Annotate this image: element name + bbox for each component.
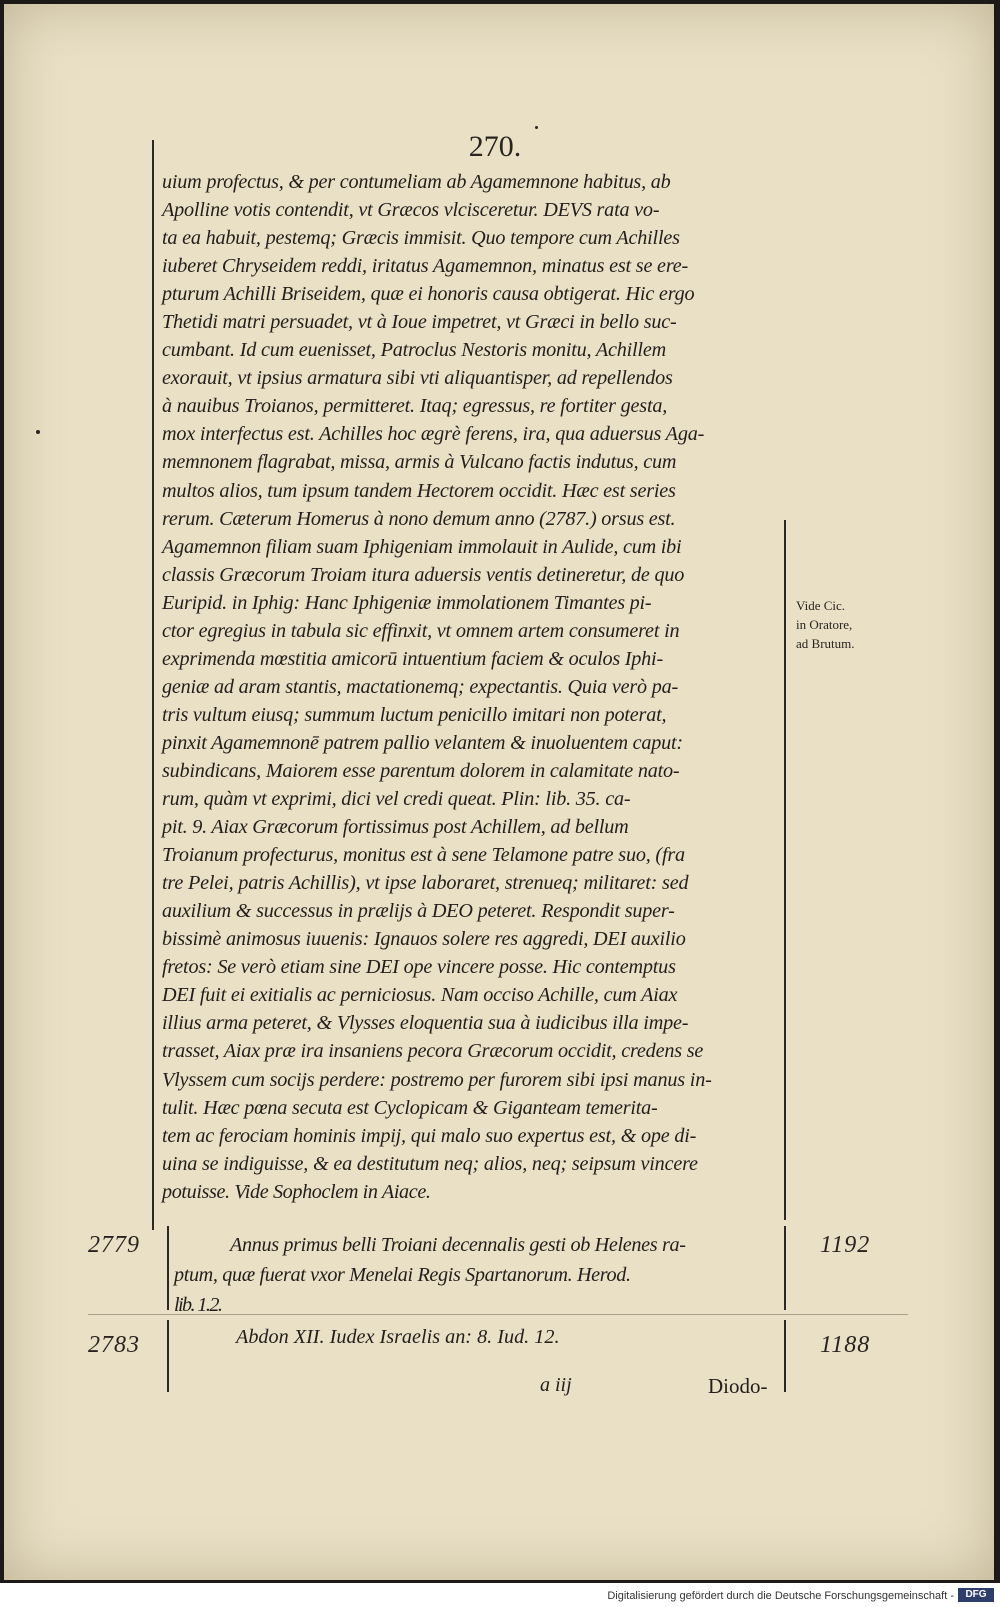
ink-mark (36, 430, 40, 434)
text-line: Agamemnon filiam suam Iphigeniam immolauit in Aulide, cum ibi (162, 535, 682, 558)
year-right-entry-1: 1192 (820, 1232, 871, 1258)
text-line: uium profectus, & per contumeliam ab Agamemnone habitus, ab (162, 171, 671, 193)
text-line: pinxit Agamemnonē patrem pallio velantem & inuoluentem caput: (162, 731, 683, 754)
text-line: Apolline votis contendit, vt Græcos vlcisceretur. DEVS rata vo- (162, 199, 660, 222)
text-line: auxilium & successus in prælijs à DEO peteret. Respondit super- (162, 900, 675, 923)
text-line: classis Græcorum Troiam itura aduersis ventis detineretur, de quo (162, 563, 685, 586)
entry-line: lib. 1.2. (174, 1294, 222, 1316)
text-line: iuberet Chryseidem reddi, iritatus Agamemnon, minatus est se ere- (162, 255, 689, 278)
margin-note-line: Vide Cic. (796, 598, 846, 613)
main-text-block (162, 168, 787, 1206)
text-line: Troianum profecturus, monitus est à sene Telamone patre suo, (fra (162, 844, 685, 867)
funding-credit: Digitalisierung gefördert durch die Deutsche Forschungsgemeinschaft - (607, 1590, 954, 1602)
text-line: rum, quàm vt exprimi, dici vel credi queat. Plin: lib. 35. ca- (162, 788, 631, 811)
text-line: ta ea habuit, pestemq; Græcis immisit. Quo tempore cum Achilles (162, 227, 680, 250)
text-line: cumbant. Id cum euenisset, Patroclus Nestoris monitu, Achillem (162, 339, 666, 362)
text-line: geniæ ad aram stantis, mactationemq; expectantis. Quia verò pa- (162, 675, 679, 698)
chronology-entry-1 (174, 1230, 794, 1320)
year-left-entry-1: 2779 (88, 1232, 140, 1258)
text-line: exprimenda mœstitia amicorū intuentium faciem & oculos Iphi- (162, 647, 663, 670)
catchword: Diodo- (708, 1374, 768, 1398)
text-line: tre Pelei, patris Achillis), vt ipse laboraret, strenueq; militaret: sed (162, 872, 689, 895)
text-line: Vlyssem cum socijs perdere: postremo per furorem sibi ipsi manus in- (162, 1068, 712, 1091)
margin-note (796, 596, 888, 653)
year-left-entry-2: 2783 (88, 1332, 140, 1358)
text-line: rerum. Cæterum Homerus à nono demum anno (2787.) orsus est. (162, 507, 676, 530)
text-line: potuisse. Vide Sophoclem in Aiace. (162, 1180, 431, 1203)
text-line: pit. 9. Aiax Græcorum fortissimus post Achillem, ad bellum (162, 816, 629, 839)
entry-line: ptum, quæ fuerat vxor Menelai Regis Spartanorum. Herod. (174, 1264, 631, 1286)
text-line: bissimè animosus iuuenis: Ignauos solere res aggredi, DEI auxilio (162, 928, 686, 951)
entry-right-rule-2 (784, 1320, 786, 1392)
text-line: subindicans, Maiorem esse parentum dolorem in calamitate nato- (162, 759, 680, 782)
text-line: memnonem flagrabat, missa, armis à Vulcano factis indutus, cum (162, 451, 677, 474)
text-line: pturum Achilli Briseidem, quæ ei honoris causa obtigerat. Hic ergo (162, 283, 695, 306)
text-line: tulit. Hæc pœna secuta est Cyclopicam & Giganteam temerita- (162, 1096, 658, 1119)
text-line: uina se indiguisse, & ea destitutum neq; alios, neq; seipsum vincere (162, 1152, 698, 1175)
signature-mark: a iij (540, 1374, 572, 1396)
text-line: exorauit, vt ipsius armatura sibi vti aliquantisper, ad repellendos (162, 367, 673, 390)
margin-note-line: in Oratore, (796, 617, 853, 632)
text-line: à nauibus Troianos, permitteret. Itaq; egressus, re fortiter gesta, (162, 395, 668, 418)
page-number: 270. (468, 130, 522, 163)
text-line: illius arma peteret, & Vlysses eloquentia sua à iudicibus illa impe- (162, 1012, 689, 1035)
text-line: DEI fuit ei exitialis ac perniciosus. Nam occiso Achille, cum Aiax (162, 984, 678, 1007)
text-line: Euripid. in Iphig: Hanc Iphigeniæ immolationem Timantes pi- (162, 591, 652, 614)
entry-line: Annus primus belli Troiani decennalis gesti ob Helenes ra- (230, 1234, 686, 1256)
text-line: ctor egregius in tabula sic effinxit, vt omnem artem consumeret in (162, 619, 680, 642)
text-line: trasset, Aiax præ ira insaniens pecora Græcorum occidit, credens se (162, 1040, 704, 1063)
text-line: tem ac ferociam hominis impij, qui malo suo expertus est, & ope di- (162, 1124, 697, 1147)
text-line: fretos: Se verò etiam sine DEI ope vincere posse. Hic contemptus (162, 956, 676, 979)
text-line: Thetidi matri persuadet, vt à Ioue impetret, vt Græci in bello suc- (162, 311, 677, 334)
year-right-entry-2: 1188 (820, 1332, 871, 1358)
chronology-entry-2: Abdon XII. Iudex Israelis an: 8. Iud. 12. (236, 1326, 560, 1348)
ink-mark (535, 126, 538, 129)
text-line: mox interfectus est. Achilles hoc ægrè ferens, ira, qua aduersus Aga- (162, 423, 705, 446)
left-margin-rule (152, 140, 154, 1230)
text-line: multos alios, tum ipsum tandem Hectorem occidit. Hæc est series (162, 479, 676, 502)
text-line: tris vultum eiusq; summum luctum penicillo imitari non poterat, (162, 703, 667, 726)
margin-note-line: ad Brutum. (796, 636, 855, 651)
dfg-logo: DFG (958, 1588, 994, 1602)
